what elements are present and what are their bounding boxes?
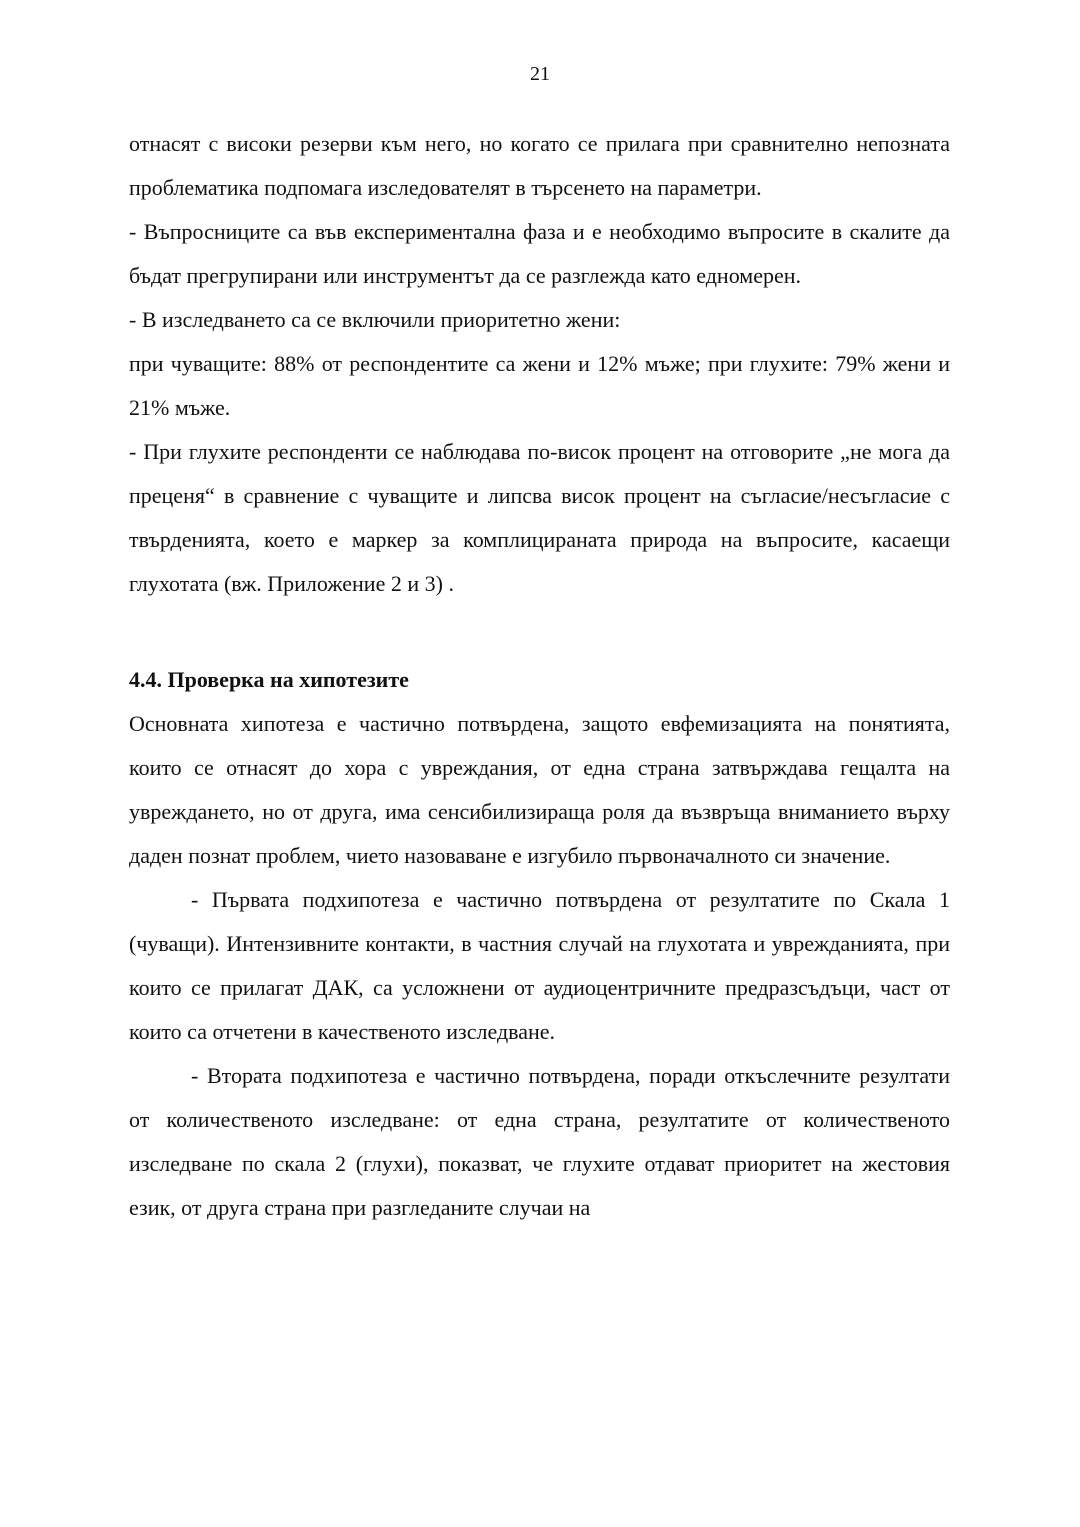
body-text	[129, 122, 950, 1230]
paragraph-questionnaires: - Въпросниците са във експериментална фаза и е необходимо въпросите в скалите да бъдат прегрупирани или инструментът да се разглежда като едномерен.	[129, 219, 950, 288]
paragraph-first-subhypothesis: - Първата подхипотеза е частично потвърдена от резултатите по Скала 1 (чуващи). Интензивните контакти, в частния случай на глухотата и уврежданията, при които се прилагат ДАК, са усложнени от аудиоцентричните предразсъдъци, част от които са отчетени в качественото изследване.	[129, 887, 950, 1044]
section-heading: 4.4. Проверка на хипотезите	[129, 667, 409, 692]
paragraph-continuation: отнасят с високи резерви към него, но когато се прилага при сравнително непозната проблематика подпомага изследователят в търсенето на параметри.	[129, 131, 950, 200]
paragraph-main-hypothesis: Основната хипотеза е частично потвърдена, защото евфемизацията на понятията, които се отнасят до хора с увреждания, от една страна затвърждава гещалта на увреждането, но от друга, има сенсибилизираща роля да възвръща вниманието върху даден познат проблем, чието назоваване е изгубило първоначалното си значение.	[129, 711, 950, 868]
paragraph-women-priority: - В изследването са се включили приоритетно жени:	[129, 307, 621, 332]
paragraph-deaf-respondents: - При глухите респонденти се наблюдава по-висок процент на отговорите „не мога да преценя“ в сравнение с чуващите и липсва висок процент на съгласие/несъгласие с твърденията, което е маркер за комплицираната природа на въпросите, касаещи глухотата (вж. Приложение 2 и 3) .	[129, 439, 950, 596]
page-number: 21	[530, 63, 550, 85]
paragraph-gender-percentages: при чуващите: 88% от респондентите са жени и 12% мъже; при глухите: 79% жени и 21% мъже.	[129, 351, 950, 420]
paragraph-second-subhypothesis: - Втората подхипотеза е частично потвърдена, поради откъслечните резултати от количественото изследване: от една страна, резултатите от количественото изследване по скала 2 (глухи), показват, че глухите отдават приоритет на жестовия език, от друга страна при разгледаните случаи на	[129, 1063, 950, 1220]
